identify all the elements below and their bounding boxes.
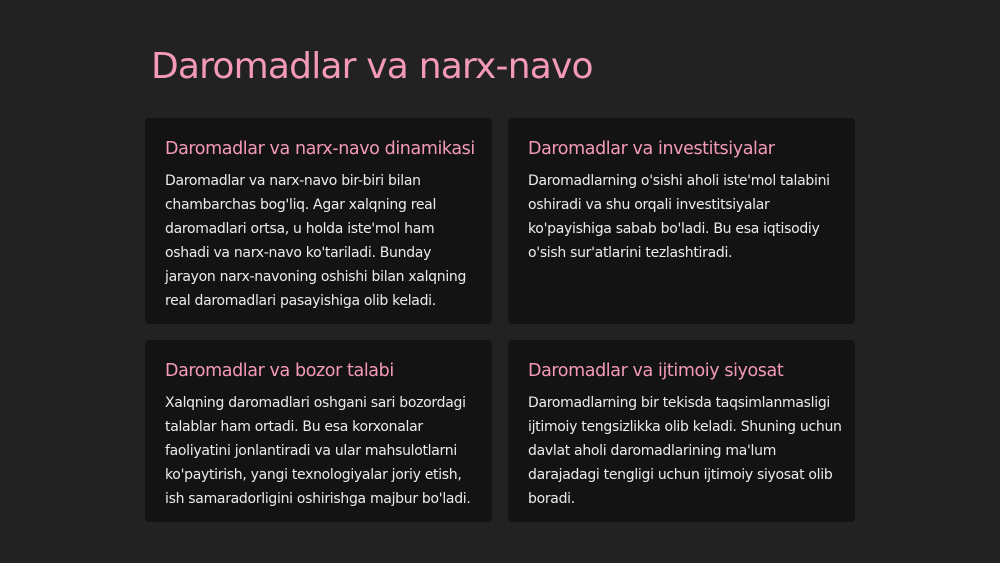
card-body: Daromadlarning o'sishi aholi iste'mol talabini oshiradi va shu orqali investitsiyalar ko'payishiga sabab bo'ladi. Bu esa iqtisodiy o'sish sur'atlarini tezlashtiradi. [528,173,830,261]
card-heading: Daromadlar va narx-navo dinamikasi [165,139,475,159]
card-income-price-dynamics [145,118,492,324]
card-heading: Daromadlar va investitsiyalar [528,139,775,159]
slide-title: Daromadlar va narx-navo [151,46,593,87]
card-body: Daromadlar va narx-navo bir-biri bilan chambarchas bog'liq. Agar xalqning real daromadlari ortsa, u holda iste'mol ham oshadi va narx-navo ko'tariladi. Bunday jarayon narx-navoning oshishi bilan xalqning real daromadlari pasayishiga olib keladi. [165,173,467,309]
card-income-market-demand [145,340,492,522]
card-heading: Daromadlar va ijtimoiy siyosat [528,361,784,381]
card-heading: Daromadlar va bozor talabi [165,361,394,381]
card-body: Daromadlarning bir tekisda taqsimlanmasligi ijtimoiy tengsizlikka olib keladi. Shuning uchun davlat aholi daromadlarining ma'lum darajadagi tengligi uchun ijtimoiy siyosat olib boradi. [528,395,842,507]
card-income-investments [508,118,855,324]
card-income-social-policy [508,340,855,522]
card-body: Xalqning daromadlari oshgani sari bozordagi talablar ham ortadi. Bu esa korxonalar faoliyatini jonlantiradi va ular mahsulotlarni ko'paytirish, yangi texnologiyalar joriy etish, ish samaradorligini oshirishga majbur bo'ladi. [165,395,471,507]
